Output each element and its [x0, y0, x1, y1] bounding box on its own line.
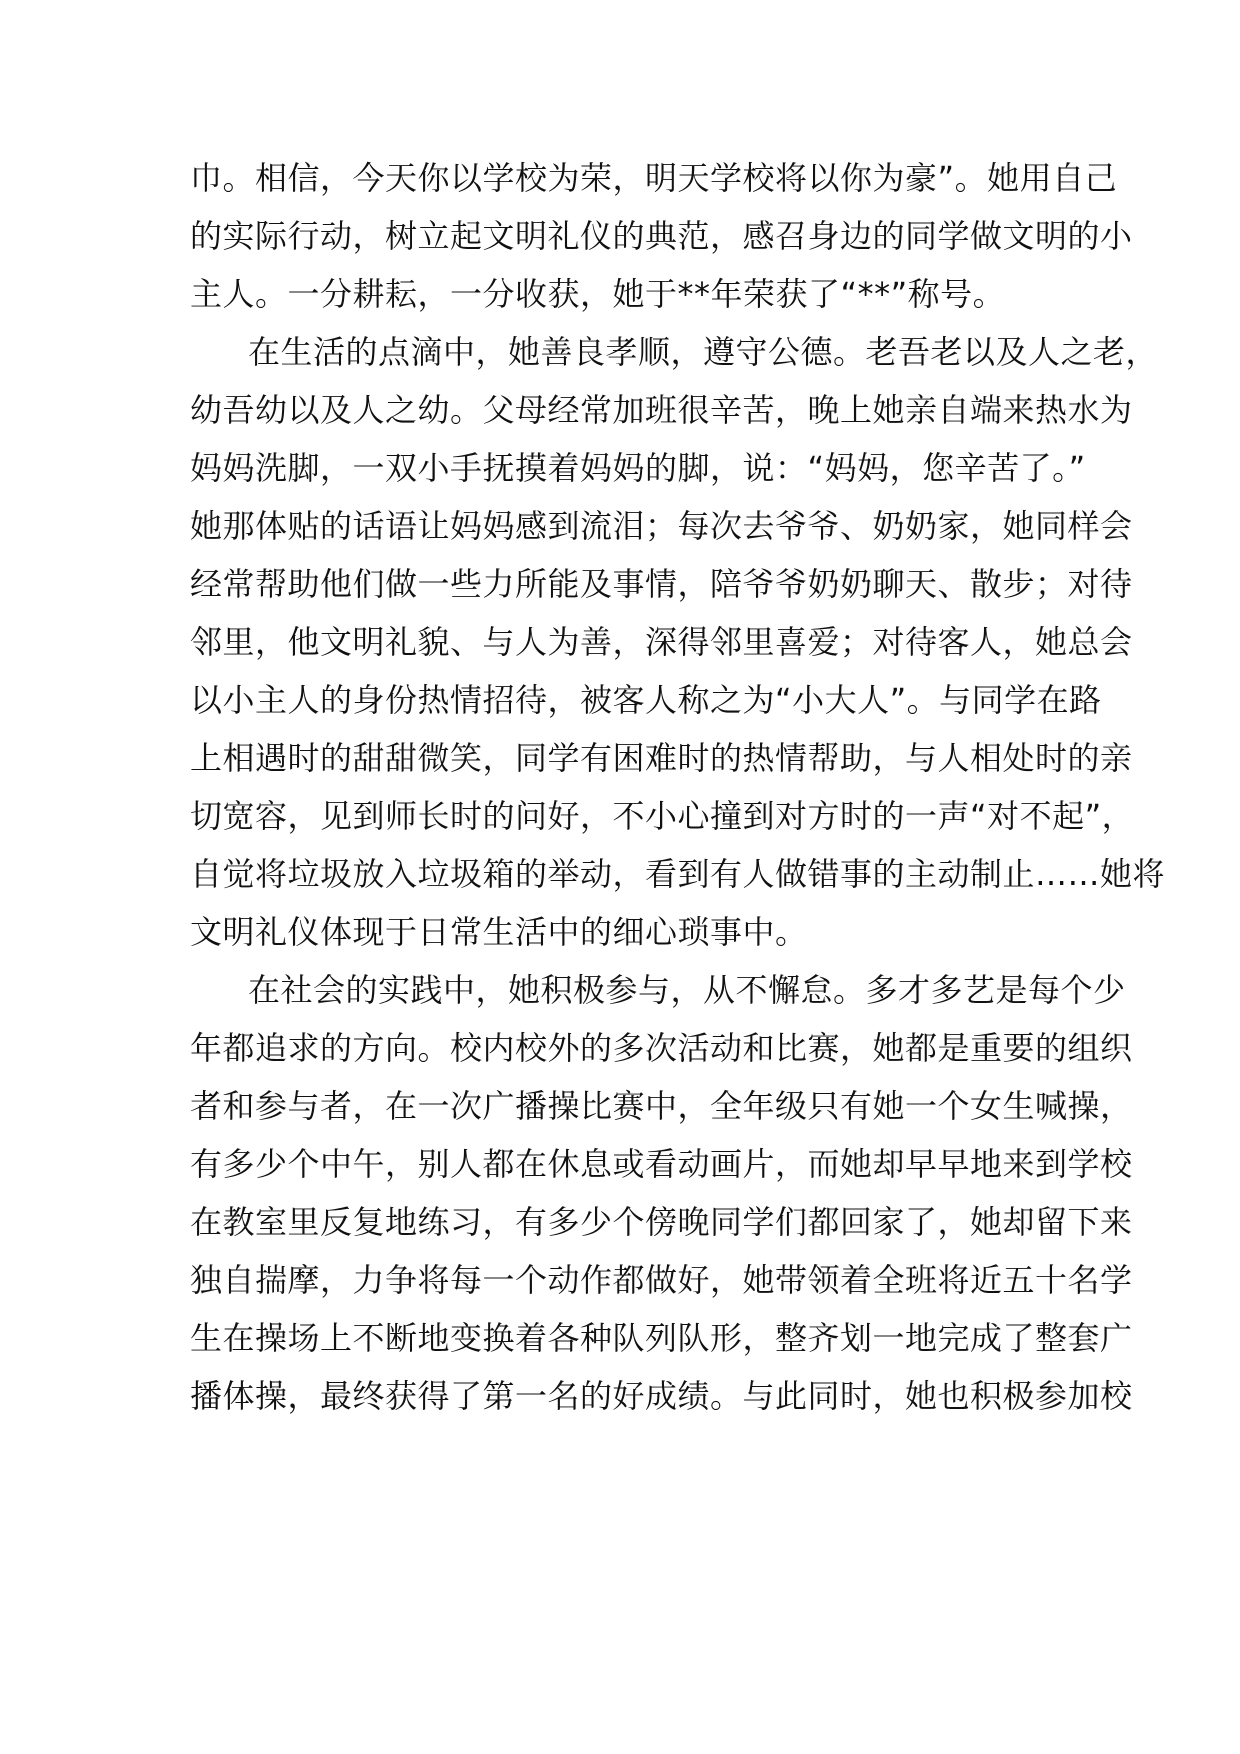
text-line: 生在操场上不断地变换着各种队列队形，整齐划一地完成了整套广 — [190, 1319, 1133, 1357]
text-line: 她那体贴的话语让妈妈感到流泪；每次去爷爷、奶奶家，她同样会 — [190, 507, 1133, 545]
text-line: 自觉将垃圾放入垃圾箱的举动，看到有人做错事的主动制止……她将 — [190, 855, 1166, 893]
text-line: 在教室里反复地练习，有多少个傍晚同学们都回家了，她却留下来 — [190, 1203, 1133, 1241]
text-line: 邻里，他文明礼貌、与人为善，深得邻里喜爱；对待客人，她总会 — [190, 623, 1133, 661]
text-line: 主人。一分耕耘，一分收获，她于**年荣获了“**”称号。 — [190, 275, 1006, 313]
text-line: 在社会的实践中，她积极参与，从不懈怠。多才多艺是每个少 — [248, 971, 1126, 1009]
text-line: 独自揣摩，力争将每一个动作都做好，她带领着全班将近五十名学 — [190, 1261, 1133, 1299]
text-line: 的实际行动，树立起文明礼仪的典范，感召身边的同学做文明的小 — [190, 217, 1133, 255]
text-line: 在生活的点滴中，她善良孝顺，遵守公德。老吾老以及人之老， — [248, 333, 1159, 371]
text-line: 年都追求的方向。校内校外的多次活动和比赛，她都是重要的组织 — [190, 1029, 1133, 1067]
text-line: 幼吾幼以及人之幼。父母经常加班很辛苦，晚上她亲自端来热水为 — [190, 391, 1133, 429]
text-line: 巾。相信，今天你以学校为荣，明天学校将以你为豪”。她用自己 — [190, 159, 1118, 197]
text-line: 播体操，最终获得了第一名的好成绩。与此同时，她也积极参加校 — [190, 1377, 1133, 1415]
text-line: 经常帮助他们做一些力所能及事情，陪爷爷奶奶聊天、散步；对待 — [190, 565, 1133, 603]
text-line: 有多少个中午，别人都在休息或看动画片，而她却早早地来到学校 — [190, 1145, 1133, 1183]
text-line: 以小主人的身份热情招待，被客人称之为“小大人”。与同学在路 — [190, 681, 1102, 719]
text-line: 切宽容，见到师长时的问好，不小心撞到对方时的一声“对不起”， — [190, 797, 1135, 835]
text-line: 妈妈洗脚，一双小手抚摸着妈妈的脚，说：“妈妈，您辛苦了。” — [190, 449, 1086, 487]
text-line: 上相遇时的甜甜微笑，同学有困难时的热情帮助，与人相处时的亲 — [190, 739, 1133, 777]
text-line: 文明礼仪体现于日常生活中的细心琐事中。 — [190, 913, 808, 951]
text-line: 者和参与者，在一次广播操比赛中，全年级只有她一个女生喊操， — [190, 1087, 1133, 1125]
